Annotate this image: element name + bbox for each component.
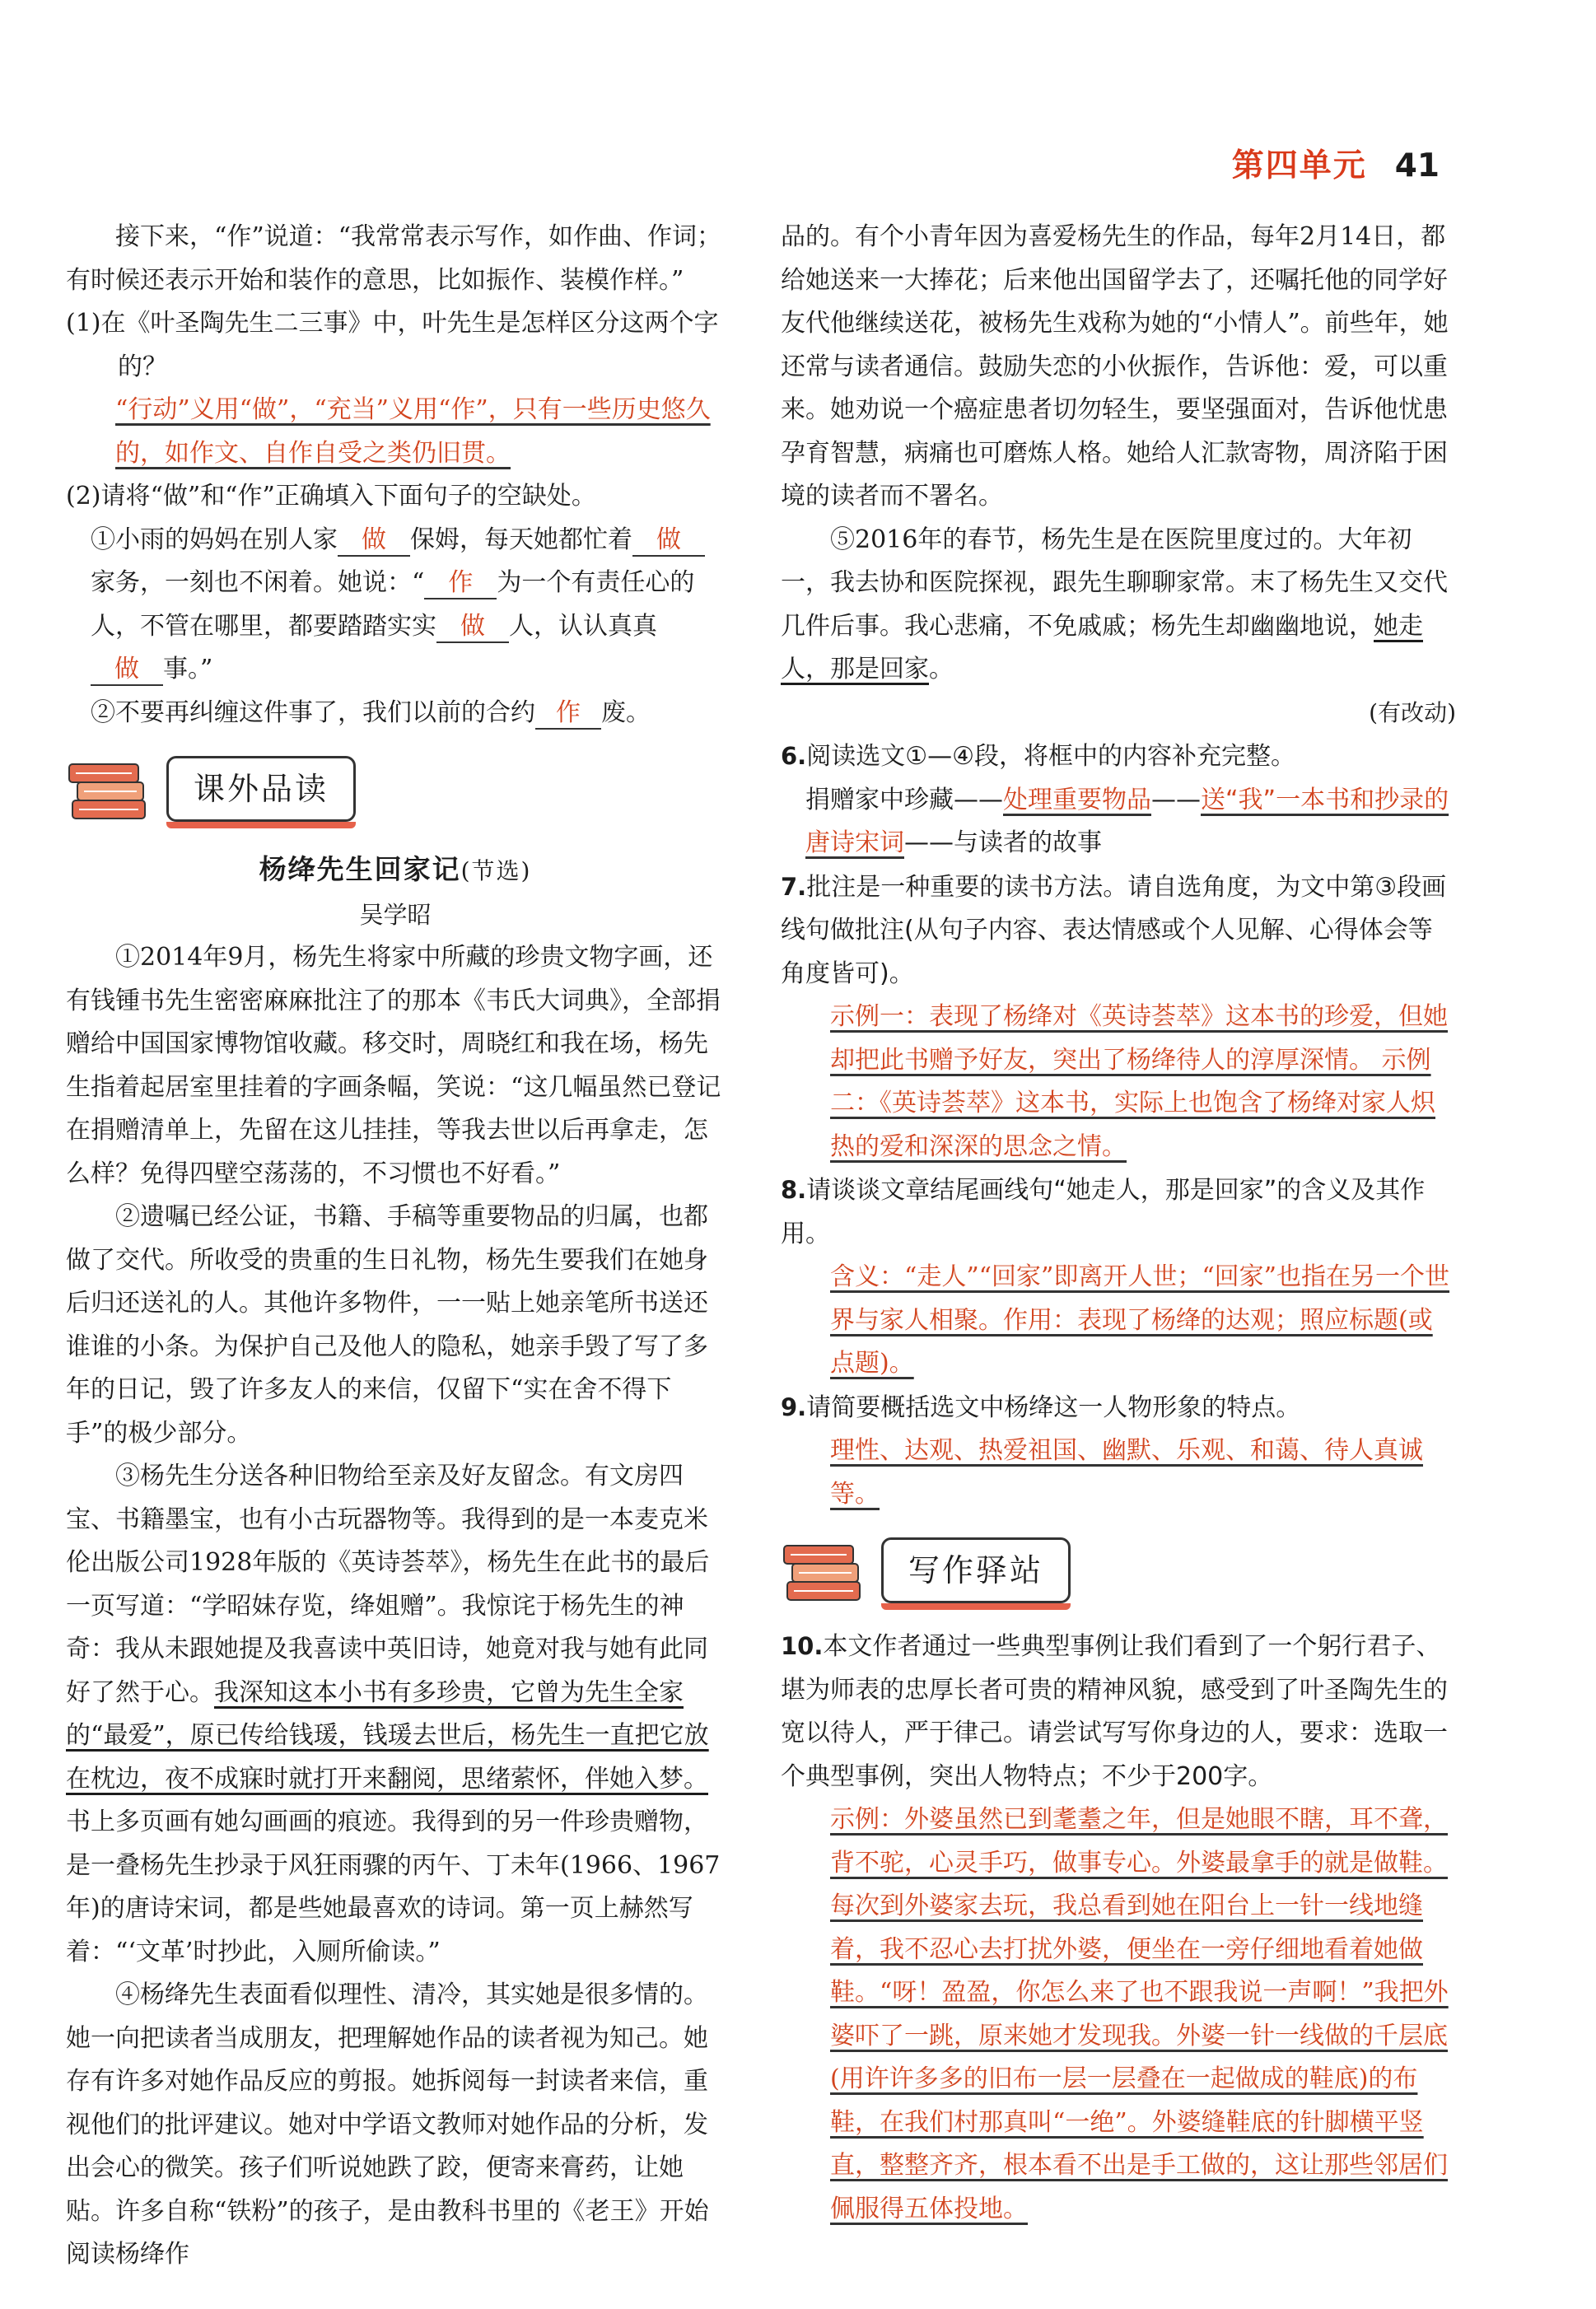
blank-4: 做	[436, 612, 509, 643]
answer-9: 理性、达观、热爱祖国、幽默、乐观、和蔼、待人真诚等。	[830, 1436, 1423, 1509]
question-6: 6.阅读选文①—④段，将框中的内容补充完整。	[781, 742, 1295, 771]
underlined-ending: 她走人，那是回家	[781, 611, 1423, 683]
answer-7: 示例一：表现了杨绛对《英诗荟萃》这本书的珍爱，但她却把此书赠予好友，突出了杨绛待人的淳厚深情。 示例二：《英诗荟萃》这本书，实际上也饱含了杨绛对家人炽热的爱和深深的思念之情。	[830, 1002, 1448, 1161]
blank-1: 做	[338, 525, 410, 557]
answer-8: 含义：“走人”“回家”即离开人世；“回家”也指在另一个世界与家人相聚。作用：表现了杨绛的达观；照应标题(或点题)。	[830, 1262, 1450, 1378]
blank-3: 作	[424, 568, 497, 599]
article-paragraph-3: ③杨先生分送各种旧物给至亲及好友留念。有文房四宝、书籍墨宝，也有小古玩器物等。我得到的是一本麦克米伦出版公司1928年版的《英诗荟萃》，杨先生在此书的最后一页写道：“学昭妹存览，绛姐赠”。我惊诧于杨先生的神奇：我从未跟她提及我喜读中英旧诗，她竟对我与她有此同好了然于心。我深知这本小书有多珍贵，它曾为先生全家的“最爱”，原已传给钱瑗，钱瑗去世后，杨先生一直把它放在枕边，夜不成寐时就打开来翻阅，思绪萦怀，伴她入梦。书上多页画有她勾画画的痕迹。我得到的另一件珍贵赠物，是一叠杨先生抄录于风狂雨骤的丙午、丁未年(1966、1967年)的唐诗宋词，都是些她最喜欢的诗词。第一页上赫然写着：“‘文革’时抄此，入厕所偷读。”	[66, 1462, 721, 1966]
sentence-1: ①小雨的妈妈在别人家 做 保姆，每天她都忙着 做家务，一刻也不闲着。她说：“ 作 为一个有责任心的人，不管在哪里，都要踏踏实实 做 人，认认真真做 事。”	[66, 519, 725, 692]
article-title: 杨绛先生回家记(节选)	[259, 853, 532, 885]
left-column	[66, 216, 725, 2277]
answer-6-b: 送“我”一本书和抄录的唐诗宋词	[805, 785, 1449, 857]
question-10: 10.本文作者通过一些典型事例让我们看到了一个躬行君子、堪为师表的忠厚长者可贵的精神风貌，感受到了叶圣陶先生的宽以待人，严于律己。请尝试写写你身边的人，要求：选取一个典型事例，突出人物特点；不少于200字。	[781, 1632, 1448, 1791]
article-author: 吴学昭	[359, 900, 432, 929]
article-paragraph-1: ①2014年9月，杨先生将家中所藏的珍贵文物字画，还有钱锺书先生密密麻麻批注了的那本《韦氏大词典》，全部捐赠给中国国家博物馆收藏。移交时，周晓红和我在场，杨先生指着起居室里挂着的字画条幅，笑说：“这几幅虽然已登记在捐赠清单上，先留在这儿挂挂，等我去世以后再拿走，怎么样？免得四壁空荡荡的，不习惯也不好看。”	[66, 943, 721, 1188]
answer-6-a: 处理重要物品	[1003, 785, 1151, 814]
unit-title: 第四单元	[1231, 147, 1367, 184]
article-paragraph-4: ④杨绛先生表面看似理性、清冷，其实她是很多情的。她一向把读者当成朋友，把理解她作品的读者视为知己。她存有许多对她作品反应的剪报。她拆阅每一封读者来信，重视他们的批评建议。她对中学语文教师对她作品的分析，发出会心的微笑。孩子们听说她跌了跤，便寄来膏药，让她贴。许多自称“铁粉”的孩子，是由教科书里的《老王》开始阅读杨绛作	[66, 1980, 709, 2269]
intro-paragraph: 接下来，“作”说道：“我常常表示写作，如作曲、作词；有时候还表示开始和装作的意思，比如振作、装模作样。”	[66, 222, 722, 295]
right-column	[781, 216, 1456, 2231]
article-paragraph-5: ⑤2016年的春节，杨先生是在医院里度过的。大年初一，我去协和医院探视，跟先生聊聊家常。末了杨先生又交代几件后事。我心悲痛，不免戚戚；杨先生却幽幽地说，她走人，那是回家。	[781, 525, 1448, 683]
question-7: 7.批注是一种重要的读书方法。请自选角度，为文中第③段画线句做批注(从句子内容、表达情感或个人见解、心得体会等角度皆可)。	[781, 872, 1447, 988]
question-2: (2)请将“做”和“作”正确填入下面句子的空缺处。	[66, 482, 596, 511]
sentence-2: ②不要再纠缠这件事了，我们以前的合约 作 废。	[66, 692, 725, 735]
source-note: (有改动)	[1369, 698, 1456, 726]
answer-10: 示例：外婆虽然已到耄耋之年，但是她眼不瞎，耳不聋，背不驼，心灵手巧，做事专心。外婆最拿手的就是做鞋。每次到外婆家去玩，我总看到她在阳台上一针一线地缝着，我不忍心去打扰外婆，便坐在一旁仔细地看着她做鞋。“呀！盈盈，你怎么来了也不跟我说一声啊！”我把外婆吓了一跳，原来她才发现我。外婆一针一线做的千层底(用许许多多的旧布一层一层叠在一起做成的鞋底)的布鞋，在我们村那真叫“一绝”。外婆缝鞋底的针脚横平竖直，整整齐齐，根本看不出是手工做的，这让那些邻居们佩服得五体投地。	[830, 1805, 1449, 2223]
question-9: 9.请简要概括选文中杨绛这一人物形象的特点。	[781, 1392, 1301, 1422]
answer-1: “行动”义用“做”，“充当”义用“作”，只有一些历史悠久的，如作文、自作自受之类仍旧贯。	[115, 395, 711, 468]
question-6-chain: 捐赠家中珍藏——处理重要物品——送“我”一本书和抄录的唐诗宋词——与读者的故事	[805, 785, 1449, 857]
article-paragraph-4-continued: 品的。有个小青年因为喜爱杨先生的作品，每年2月14日，都给她送来一大捧花；后来他出国留学去了，还嘱托他的同学好友代他继续送花，被杨先生戏称为她的“小情人”。前些年，她还常与读者通信。鼓励失恋的小伙振作，告诉他：爱，可以重来。她劝说一个癌症患者切勿轻生，要坚强面对，告诉他忧患孕育智慧，病痛也可磨炼人格。她给人汇款寄物，周济陷于困境的读者而不署名。	[781, 222, 1449, 511]
page-header	[1232, 140, 1440, 186]
section-label-reading: 课外品读	[166, 756, 356, 822]
underlined-sentence: 我深知这本小书有多珍贵，它曾为先生全家的“最爱”，原已传给钱瑗，钱瑗去世后，杨先生一直把它放在枕边，夜不成寐时就打开来翻阅，思绪萦怀，伴她入梦。	[66, 1677, 709, 1794]
blank-2: 做	[632, 525, 705, 557]
article-paragraph-2: ②遗嘱已经公证，书籍、手稿等重要物品的归属，也都做了交代。所收受的贵重的生日礼物，杨先生要我们在她身后归还送礼的人。其他许多物件，一一贴上她亲笔所书送还谁谁的小条。为保护自己及他人的隐私，她亲手毁了写了多年的日记，毁了许多友人的来信，仅留下“实在舍不得下手”的极少部分。	[66, 1202, 708, 1448]
section-banner-reading	[66, 741, 725, 838]
page-number: 41	[1394, 147, 1440, 184]
books-icon	[66, 754, 152, 828]
section-label-writing: 写作驿站	[881, 1537, 1071, 1603]
question-1: (1)在《叶圣陶先生二三事》中，叶先生是怎样区分这两个字的？	[66, 309, 719, 381]
section-banner-writing	[781, 1523, 1456, 1620]
question-8: 8.请谈谈文章结尾画线句“她走人，那是回家”的含义及其作用。	[781, 1176, 1426, 1248]
books-icon	[781, 1536, 866, 1610]
blank-5: 做	[91, 655, 163, 686]
blank-6: 作	[535, 698, 601, 730]
